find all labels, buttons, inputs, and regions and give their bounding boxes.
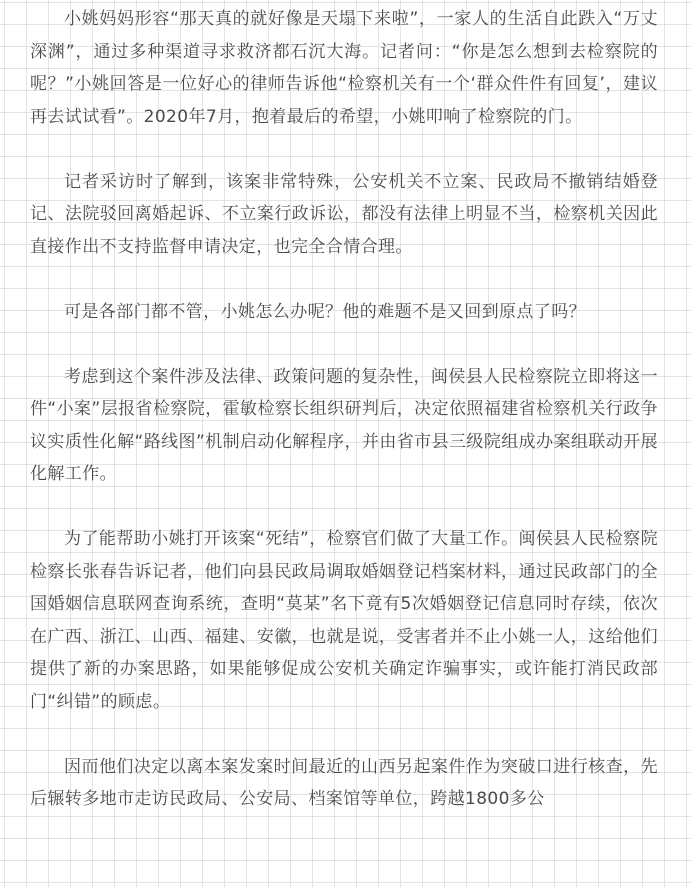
paragraph-2: 记者采访时了解到，该案非常特殊，公安机关不立案、民政局不撤销结婚登记、法院驳回离婚起诉、不立案行政诉讼，都没有法律上明显不当，检察机关因此直接作出不支持监督申请决定，也完全合情合理。	[30, 171, 658, 257]
paragraph-6: 因而他们决定以离本案发案时间最近的山西另起案件作为突破口进行核查，先后辗转多地市走访民政局、公安局、档案馆等单位，跨越1800多公	[30, 756, 658, 809]
paragraph-5: 为了能帮助小姚打开该案“死结”，检察官们做了大量工作。闽侯县人民检察院检察长张春告诉记者，他们向县民政局调取婚姻登记档案材料，通过民政部门的全国婚姻信息联网查询系统，查明“莫某”名下竟有5次婚姻登记信息同时存续，依次在广西、浙江、山西、福建、安徽，也就是说，受害者并不止小姚一人，这给他们提供了新的办案思路，如果能够促成公安机关确定诈骗事实，或许能打消民政部门“纠错”的顾虑。	[30, 529, 658, 712]
paragraph-3: 可是各部门都不管，小姚怎么办呢？他的难题不是又回到原点了吗？	[64, 301, 586, 322]
paragraph-1: 小姚妈妈形容“那天真的就好像是天塌下来啦”，一家人的生活自此跌入“万丈深渊”，通过多种渠道寻求救济都石沉大海。记者问：“你是怎么想到去检察院的呢？”小姚回答是一位好心的律师告诉他“检察机关有一个‘群众件件有回复’，建议再去试试看”。2020年7月，抱着最后的希望，小姚叩响了检察院的门。	[30, 9, 658, 127]
paragraph-4: 考虑到这个案件涉及法律、政策问题的复杂性，闽侯县人民检察院立即将这一件“小案”层报省检察院，霍敏检察长组织研判后，决定依照福建省检察机关行政争议实质性化解“路线图”机制启动化解程序，并由省市县三级院组成办案组联动开展化解工作。	[30, 366, 658, 484]
